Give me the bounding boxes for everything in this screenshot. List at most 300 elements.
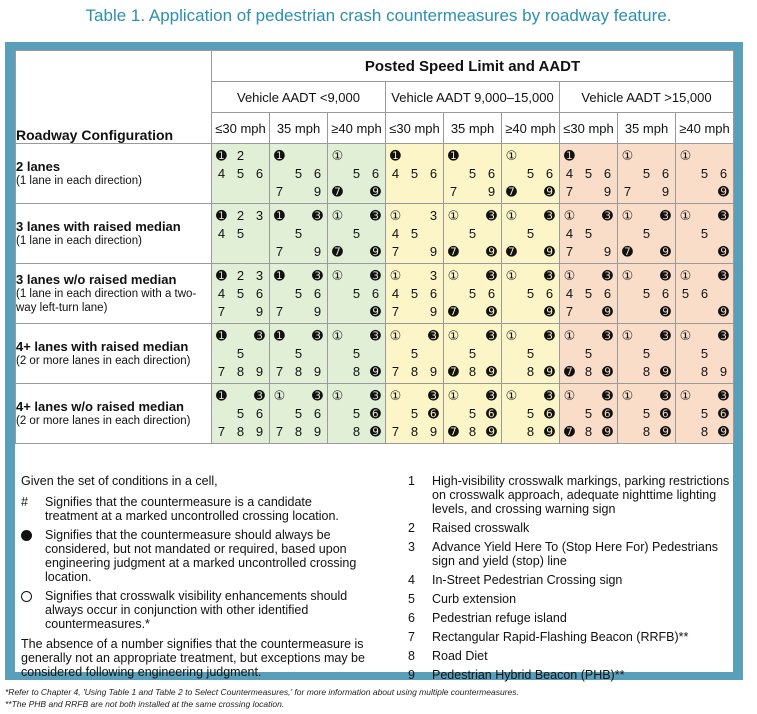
countermeasure-code: ➌ (718, 387, 729, 403)
countermeasure-code: ➌ (660, 267, 671, 283)
countermeasure-code: 9 (255, 303, 264, 319)
countermeasure-cell (676, 204, 734, 264)
countermeasure-code: 8 (468, 423, 477, 439)
countermeasure-code: 9 (429, 303, 438, 319)
countermeasure-code: ➌ (312, 387, 323, 403)
countermeasure-code: 7 (623, 183, 632, 199)
countermeasure-number: 3 (408, 540, 415, 554)
countermeasure-cell (676, 144, 734, 204)
countermeasure-code: ➌ (370, 387, 381, 403)
table-caption: Table 1. Application of pedestrian crash countermeasures by roadway feature. (85, 6, 672, 25)
countermeasure-code: 8 (700, 423, 709, 439)
countermeasure-item (408, 630, 730, 644)
countermeasure-code: 9 (603, 243, 612, 259)
countermeasure-code: 7 (275, 363, 284, 379)
countermeasure-code: ➊ (216, 147, 227, 163)
countermeasure-item (408, 540, 730, 568)
countermeasure-code: 4 (217, 225, 226, 241)
table-frame (5, 42, 743, 680)
countermeasure-code: ① (505, 387, 518, 403)
countermeasure-code: 5 (700, 225, 709, 241)
countermeasure-code: 9 (313, 243, 322, 259)
countermeasure-code: ① (679, 207, 692, 223)
countermeasure-code: 3 (255, 267, 264, 283)
countermeasure-cell (212, 204, 270, 264)
countermeasure-code: 3 (429, 207, 438, 223)
countermeasure-code: 8 (236, 423, 245, 439)
countermeasure-code: 7 (275, 303, 284, 319)
table-body (16, 144, 734, 444)
countermeasure-cell (328, 144, 386, 204)
countermeasure-code: ➒ (718, 423, 729, 439)
countermeasure-code: 8 (526, 363, 535, 379)
countermeasure-code: ① (389, 267, 402, 283)
countermeasure-code: ➌ (312, 267, 323, 283)
countermeasure-code: ① (505, 207, 518, 223)
countermeasure-code: 9 (603, 183, 612, 199)
table-row (16, 204, 734, 264)
countermeasure-cell (328, 324, 386, 384)
countermeasure-cell (444, 144, 502, 204)
countermeasure-code: ➒ (370, 303, 381, 319)
countermeasure-code: 5 (642, 345, 651, 361)
countermeasure-cell (386, 144, 444, 204)
countermeasure-code: 9 (313, 423, 322, 439)
countermeasure-cell (212, 384, 270, 444)
countermeasure-code: ➒ (660, 423, 671, 439)
countermeasure-cell (676, 324, 734, 384)
legend-item (21, 589, 366, 631)
legend-text: Signifies that the countermeasure is a candidate treatment at a marked uncontrolled crossing location. (45, 495, 339, 523)
countermeasure-code: 6 (429, 165, 438, 181)
countermeasure-code: ➊ (274, 267, 285, 283)
countermeasure-code: ① (447, 267, 460, 283)
table-row (16, 324, 734, 384)
countermeasure-code: ① (563, 327, 576, 343)
countermeasure-code: ① (563, 267, 576, 283)
countermeasure-code: 8 (236, 363, 245, 379)
countermeasure-code: ① (505, 147, 518, 163)
countermeasure-description: High-visibility crosswalk markings, parking restrictions on crosswalk approach, adequate nighttime lighting levels, and crossing warning sign (432, 474, 730, 516)
countermeasure-list (408, 474, 730, 687)
countermeasure-code: ➒ (544, 243, 555, 259)
countermeasure-code: ➒ (602, 363, 613, 379)
configuration-name: 4+ lanes w/o raised median (16, 399, 184, 414)
countermeasure-code: 8 (526, 423, 535, 439)
legend-intro: Given the set of conditions in a cell, (21, 474, 218, 488)
countermeasure-code: ➊ (564, 147, 575, 163)
countermeasure-code: ① (505, 327, 518, 343)
countermeasure-cell (560, 144, 618, 204)
countermeasure-code: ➌ (660, 207, 671, 223)
countermeasure-code: 5 (526, 225, 535, 241)
countermeasure-item (408, 649, 730, 663)
countermeasure-code: ➌ (428, 327, 439, 343)
countermeasure-code: 5 (526, 165, 535, 181)
countermeasure-code: ➐ (448, 303, 459, 319)
countermeasure-code: 3 (429, 267, 438, 283)
countermeasure-code: 5 (642, 285, 651, 301)
countermeasure-cell (386, 204, 444, 264)
countermeasure-code: 5 (584, 225, 593, 241)
countermeasure-code: ➊ (216, 327, 227, 343)
countermeasure-code: ➌ (544, 207, 555, 223)
countermeasure-code: ➌ (312, 207, 323, 223)
countermeasure-code: ➐ (506, 243, 517, 259)
aadt-group-header: Vehicle AADT <9,000 (212, 82, 386, 113)
countermeasure-code: 7 (391, 423, 400, 439)
countermeasure-code: 9 (429, 243, 438, 259)
countermeasure-code: ① (389, 327, 402, 343)
countermeasure-cell (502, 204, 560, 264)
countermeasure-code: 4 (565, 285, 574, 301)
filled-circle-icon (21, 530, 32, 541)
countermeasure-code: 7 (391, 303, 400, 319)
countermeasure-cell (676, 264, 734, 324)
aadt-group-header: Vehicle AADT 9,000–15,000 (386, 82, 560, 113)
countermeasure-item (408, 592, 730, 606)
countermeasure-code: 7 (217, 423, 226, 439)
countermeasure-code: ➊ (390, 147, 401, 163)
countermeasure-code: 5 (294, 225, 303, 241)
countermeasure-code: ➊ (216, 267, 227, 283)
countermeasure-code: ➌ (312, 327, 323, 343)
roadway-configuration-cell (16, 384, 212, 444)
countermeasure-code: ➏ (718, 405, 729, 421)
countermeasure-code: 7 (565, 243, 574, 259)
countermeasure-code: ➐ (332, 243, 343, 259)
table-row (16, 264, 734, 324)
countermeasure-code: ➌ (486, 207, 497, 223)
countermeasure-code: ① (331, 267, 344, 283)
countermeasure-code: ➒ (660, 303, 671, 319)
countermeasure-code: ① (447, 387, 460, 403)
countermeasure-code: ➌ (486, 327, 497, 343)
countermeasure-code: ➏ (660, 405, 671, 421)
speed-column-header: ≥40 mph (328, 113, 386, 144)
table-inner (15, 50, 733, 682)
configuration-description: (1 lane in each direction with a two-way left-turn lane) (16, 288, 197, 314)
configuration-name: 3 lanes w/o raised median (16, 272, 177, 287)
countermeasure-code: ➐ (564, 423, 575, 439)
countermeasure-code: ➐ (448, 363, 459, 379)
countermeasure-code: ➏ (486, 405, 497, 421)
posted-speed-header: Posted Speed Limit and AADT (212, 51, 734, 82)
footnote: **The PHB and RRFB are not both installed at the same crossing location. (5, 699, 285, 709)
countermeasure-code: ➒ (544, 423, 555, 439)
countermeasure-code: 5 (642, 405, 651, 421)
countermeasure-code: 4 (391, 285, 400, 301)
countermeasure-item (408, 573, 730, 587)
speed-column-header: 35 mph (270, 113, 328, 144)
countermeasure-code: 6 (255, 285, 264, 301)
countermeasure-code: 2 (236, 207, 245, 223)
countermeasure-code: ➌ (544, 327, 555, 343)
countermeasure-code: 4 (217, 285, 226, 301)
countermeasure-code: 6 (545, 285, 554, 301)
countermeasure-number: 7 (408, 630, 415, 644)
countermeasure-code: 7 (217, 303, 226, 319)
countermeasure-description: Advance Yield Here To (Stop Here For) Pedestrians sign and yield (stop) line (432, 540, 719, 568)
countermeasure-code: ① (447, 327, 460, 343)
countermeasure-description: Road Diet (432, 649, 488, 663)
countermeasure-cell (328, 204, 386, 264)
countermeasure-code: ➌ (602, 267, 613, 283)
countermeasure-code: ➐ (506, 183, 517, 199)
table-row (16, 384, 734, 444)
countermeasure-code: 5 (410, 345, 419, 361)
countermeasure-code: 8 (642, 423, 651, 439)
countermeasure-code: ① (389, 207, 402, 223)
countermeasure-code: ➊ (274, 147, 285, 163)
countermeasure-code: 9 (487, 183, 496, 199)
countermeasure-code: 6 (487, 165, 496, 181)
countermeasure-code: 5 (410, 225, 419, 241)
countermeasure-cell (270, 144, 328, 204)
countermeasure-code: 2 (236, 147, 245, 163)
countermeasure-cell (444, 384, 502, 444)
countermeasure-code: ➌ (370, 207, 381, 223)
countermeasure-code: 8 (410, 363, 419, 379)
countermeasure-number: 6 (408, 611, 415, 625)
countermeasure-item (408, 611, 730, 625)
countermeasure-code: ➊ (274, 207, 285, 223)
countermeasure-code: 6 (313, 165, 322, 181)
countermeasure-cell (212, 144, 270, 204)
countermeasure-code: 9 (313, 363, 322, 379)
countermeasure-cell (386, 264, 444, 324)
open-circle-icon (21, 591, 32, 602)
countermeasure-code: 4 (565, 165, 574, 181)
countermeasure-table (15, 50, 734, 444)
countermeasure-code: ① (331, 207, 344, 223)
countermeasure-code: 5 (236, 345, 245, 361)
countermeasure-code: 7 (275, 423, 284, 439)
speed-column-header: 35 mph (618, 113, 676, 144)
countermeasure-cell (270, 264, 328, 324)
table-row (16, 144, 734, 204)
countermeasure-code: 5 (584, 165, 593, 181)
countermeasure-code: ➊ (216, 207, 227, 223)
countermeasure-code: ① (621, 327, 634, 343)
countermeasure-code: 5 (584, 285, 593, 301)
speed-column-header: ≤30 mph (386, 113, 444, 144)
countermeasure-code: 5 (468, 165, 477, 181)
countermeasure-code: 4 (391, 225, 400, 241)
countermeasure-code: ① (331, 327, 344, 343)
configuration-name: 3 lanes with raised median (16, 219, 181, 234)
countermeasure-code: ➒ (718, 303, 729, 319)
countermeasure-code: ➌ (254, 327, 265, 343)
countermeasure-code: 6 (719, 165, 728, 181)
countermeasure-code: ➒ (660, 363, 671, 379)
countermeasure-code: 9 (313, 303, 322, 319)
countermeasure-code: ① (331, 387, 344, 403)
countermeasure-code: 5 (700, 405, 709, 421)
countermeasure-code: 5 (468, 405, 477, 421)
countermeasure-code: ➒ (370, 243, 381, 259)
countermeasure-cell (270, 324, 328, 384)
countermeasure-description: Curb extension (432, 592, 517, 606)
countermeasure-cell (502, 384, 560, 444)
countermeasure-code: ➐ (448, 243, 459, 259)
countermeasure-number: 9 (408, 668, 415, 682)
countermeasure-number: 5 (408, 592, 415, 606)
roadway-configuration-cell (16, 144, 212, 204)
countermeasure-number: 4 (408, 573, 415, 587)
countermeasure-code: ➊ (448, 147, 459, 163)
countermeasure-code: 9 (719, 363, 728, 379)
countermeasure-code: 5 (352, 405, 361, 421)
countermeasure-cell (618, 324, 676, 384)
countermeasure-code: 7 (391, 363, 400, 379)
roadway-configuration-cell (16, 264, 212, 324)
countermeasure-code: 8 (294, 423, 303, 439)
countermeasure-code: ① (273, 387, 286, 403)
countermeasure-number: 8 (408, 649, 415, 663)
countermeasure-code: 8 (584, 423, 593, 439)
countermeasure-code: 9 (255, 363, 264, 379)
countermeasure-code: 5 (294, 165, 303, 181)
legend-item (21, 528, 366, 584)
legend-key (21, 474, 366, 684)
countermeasure-code: 5 (294, 345, 303, 361)
countermeasure-code: 5 (410, 285, 419, 301)
countermeasure-code: ➏ (428, 405, 439, 421)
footnote: *Refer to Chapter 4, 'Using Table 1 and Table 2 to Select Countermeasures,' for more information about using multiple countermeasures. (5, 687, 519, 697)
countermeasure-cell (618, 204, 676, 264)
countermeasure-code: 2 (236, 267, 245, 283)
countermeasure-cell (618, 264, 676, 324)
hash-symbol: # (21, 495, 28, 509)
roadway-configuration-cell (16, 324, 212, 384)
countermeasure-code: ➒ (370, 363, 381, 379)
countermeasure-number: 2 (408, 521, 415, 535)
speed-column-header: 35 mph (444, 113, 502, 144)
countermeasure-description: Pedestrian Hybrid Beacon (PHB)** (432, 668, 625, 682)
countermeasure-code: 4 (217, 165, 226, 181)
countermeasure-code: ➌ (660, 327, 671, 343)
configuration-name: 2 lanes (16, 159, 61, 174)
countermeasure-code: ➌ (370, 327, 381, 343)
countermeasure-code: 5 (468, 225, 477, 241)
countermeasure-code: 7 (275, 243, 284, 259)
countermeasure-code: 7 (217, 363, 226, 379)
speed-column-header: ≥40 mph (502, 113, 560, 144)
countermeasure-cell (270, 384, 328, 444)
configuration-description: (1 lane in each direction) (16, 175, 142, 187)
countermeasure-code: ➒ (486, 423, 497, 439)
countermeasure-code: 5 (642, 165, 651, 181)
countermeasure-item (408, 521, 730, 535)
countermeasure-cell (270, 204, 328, 264)
countermeasure-code: ① (389, 387, 402, 403)
countermeasure-code: ➒ (544, 303, 555, 319)
countermeasure-code: ① (621, 147, 634, 163)
countermeasure-code: 5 (352, 345, 361, 361)
countermeasure-code: 5 (468, 285, 477, 301)
countermeasure-code: ➏ (544, 405, 555, 421)
countermeasure-code: ➒ (486, 303, 497, 319)
countermeasure-code: 9 (429, 363, 438, 379)
countermeasure-number: 1 (408, 474, 415, 488)
countermeasure-code: ➌ (718, 267, 729, 283)
countermeasure-code: 6 (313, 285, 322, 301)
countermeasure-code: ➐ (564, 363, 575, 379)
countermeasure-code: 8 (410, 423, 419, 439)
countermeasure-code: 4 (391, 165, 400, 181)
countermeasure-code: 7 (565, 183, 574, 199)
countermeasure-code: 5 (236, 225, 245, 241)
countermeasure-code: ➒ (544, 363, 555, 379)
roadway-configuration-header: Roadway Configuration (16, 51, 212, 144)
countermeasure-code: ➊ (216, 387, 227, 403)
countermeasure-item (408, 474, 730, 516)
countermeasure-code: ① (563, 207, 576, 223)
countermeasure-code: 6 (545, 165, 554, 181)
countermeasure-code: 5 (642, 225, 651, 241)
countermeasure-code: 9 (255, 423, 264, 439)
countermeasure-code: ➌ (544, 267, 555, 283)
legend-note: The absence of a number signifies that the countermeasure is generally not an appropriate treatment, but exceptions may be considered following engineering judgment. (21, 637, 365, 679)
countermeasure-code: ➌ (544, 387, 555, 403)
countermeasure-code: 5 (236, 405, 245, 421)
countermeasure-code: 7 (565, 303, 574, 319)
countermeasure-code: ➒ (544, 183, 555, 199)
countermeasure-code: 8 (352, 363, 361, 379)
countermeasure-code: 7 (449, 183, 458, 199)
countermeasure-code: 5 (526, 285, 535, 301)
countermeasure-code: ➌ (602, 387, 613, 403)
countermeasure-code: ➒ (370, 423, 381, 439)
countermeasure-code: ① (679, 327, 692, 343)
countermeasure-description: Rectangular Rapid-Flashing Beacon (RRFB)** (432, 630, 689, 644)
countermeasure-code: 5 (584, 405, 593, 421)
countermeasure-code: ① (679, 267, 692, 283)
countermeasure-code: 5 (681, 285, 690, 301)
countermeasure-code: 5 (236, 285, 245, 301)
countermeasure-code: 6 (700, 285, 709, 301)
countermeasure-code: ① (621, 207, 634, 223)
countermeasure-code: 3 (255, 207, 264, 223)
legend-text: Signifies that crosswalk visibility enhancements should always occur in conjunction with other identified countermeasures.* (45, 589, 348, 631)
countermeasure-cell (444, 204, 502, 264)
countermeasure-code: ➊ (274, 327, 285, 343)
countermeasure-code: ➒ (718, 183, 729, 199)
countermeasure-code: 7 (391, 243, 400, 259)
countermeasure-code: 8 (468, 363, 477, 379)
countermeasure-code: ➐ (332, 183, 343, 199)
countermeasure-cell (444, 324, 502, 384)
countermeasure-code: 5 (352, 225, 361, 241)
countermeasure-code: 8 (294, 363, 303, 379)
countermeasure-code: ➌ (254, 387, 265, 403)
countermeasure-cell (618, 144, 676, 204)
countermeasure-cell (212, 324, 270, 384)
countermeasure-code: ➌ (428, 387, 439, 403)
countermeasure-code: 5 (294, 285, 303, 301)
countermeasure-code: ➒ (602, 303, 613, 319)
countermeasure-code: 8 (584, 363, 593, 379)
countermeasure-code: ➏ (370, 405, 381, 421)
countermeasure-code: 5 (294, 405, 303, 421)
countermeasure-code: 6 (661, 285, 670, 301)
countermeasure-code: 5 (236, 165, 245, 181)
countermeasure-code: ➒ (602, 423, 613, 439)
legend-item (21, 495, 366, 523)
footnotes (5, 686, 519, 710)
speed-column-header: ≤30 mph (560, 113, 618, 144)
